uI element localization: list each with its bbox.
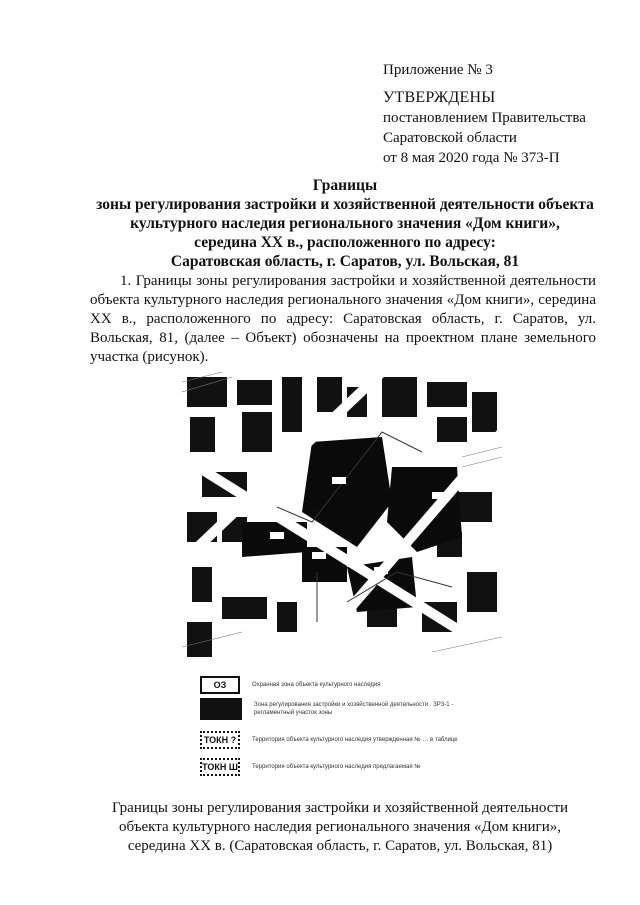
approval-line: постановлением Правительства xyxy=(383,110,586,126)
title-line: зоны регулирования застройки и хозяйственной деятельности объекта xyxy=(96,196,594,213)
approval-line: Саратовской области xyxy=(383,130,517,146)
caption-line: Границы зоны регулирования застройки и хозяйственной деятельности xyxy=(111,800,569,816)
figure-caption xyxy=(60,799,620,856)
approval-line: от 8 мая 2020 года № 373-П xyxy=(383,150,560,166)
title-line: Саратовская область, г. Саратов, ул. Вольская, 81 xyxy=(170,253,520,270)
legend-item xyxy=(200,676,492,694)
legend-text: Охранная зона объекта культурного наследия xyxy=(252,682,381,688)
caption-line: объекта культурного наследия регионального значения «Дом книги», xyxy=(118,819,561,835)
map-legend xyxy=(200,676,500,781)
legend-text: Территория объекта культурного наследия утвержденная № … в таблице xyxy=(252,737,458,743)
legend-swatch: ТОКН Ш xyxy=(200,758,240,776)
legend-swatch: ТОКН ? xyxy=(200,731,240,749)
legend-item xyxy=(200,731,492,749)
legend-swatch xyxy=(200,698,242,720)
legend-swatch: ОЗ xyxy=(200,676,240,694)
caption-line: середина XX в. (Саратовская область, г. Саратов, ул. Вольская, 81) xyxy=(127,838,553,854)
title-line: середина XX в., расположенного по адресу: xyxy=(194,234,496,251)
legend-text: Зона регулирования застройки и хозяйственной деятельности . ЗРЗ-1 - регламентный участок зоны xyxy=(254,702,454,716)
site-plan-map xyxy=(182,372,502,664)
approval-block xyxy=(383,60,586,168)
approved-heading: УТВЕРЖДЕНЫ xyxy=(383,89,496,106)
legend-item xyxy=(200,758,492,776)
title-line: культурного наследия регионального значения «Дом книги», xyxy=(130,215,560,232)
body-paragraph: 1. Границы зоны регулирования застройки и хозяйственной деятельности объекта культурного наследия регионального значения «Дом книги», середина XX в., расположенного по адресу: Саратовская область, г. Саратов, ул. Вольская, 81, (далее – Объект) обозначены на проектном плане земельного участка (рисунок). xyxy=(90,273,596,365)
appendix-number: Приложение № 3 xyxy=(383,62,493,78)
document-title xyxy=(70,176,620,271)
legend-item xyxy=(200,698,494,720)
title-line: Границы xyxy=(312,177,378,194)
legend-text: Территория объекта культурного наследия предлагаемая № xyxy=(252,764,421,770)
map-drawing xyxy=(182,372,502,664)
